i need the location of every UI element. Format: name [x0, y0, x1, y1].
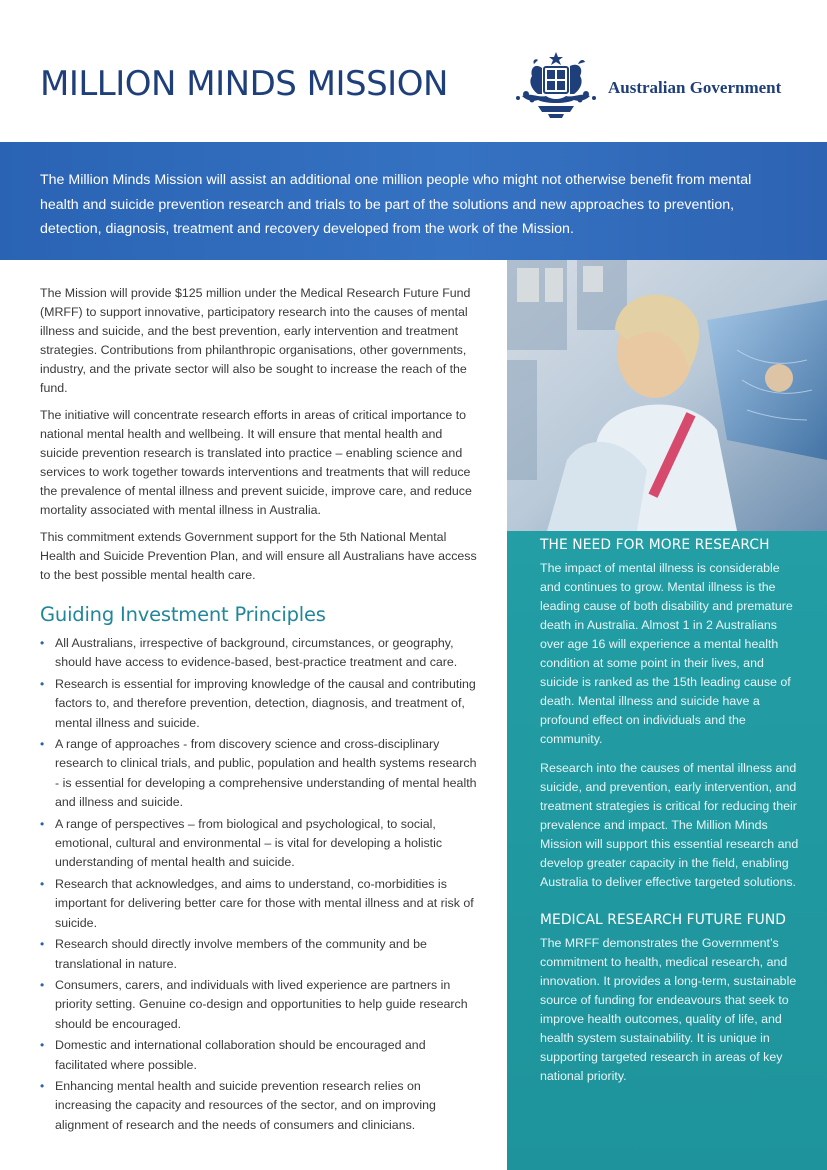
banner-text: The Million Minds Mission will assist an additional one million people who might not otherwise benefit from mental health and suicide prevention research and trials to be part of the solutions and new approaches to prevention, detection, diagnosis, treatment and recovery developed from the work of the Mission.	[40, 172, 752, 237]
need-heading: THE NEED FOR MORE RESEARCH	[540, 537, 770, 553]
bullet-icon: •	[40, 977, 45, 992]
list-item-text: Research should directly involve members of the community and be translational in nature.	[55, 937, 427, 971]
list-item-text: Research that acknowledges, and aims to understand, co-morbidities is important for delivering better care for those with mental illness and at risk of suicide.	[55, 876, 474, 930]
list-item	[40, 1036, 478, 1075]
bullet-icon: •	[40, 1038, 45, 1053]
list-item	[40, 1077, 478, 1135]
list-item	[40, 675, 478, 733]
document-title: MILLION MINDS MISSION	[40, 64, 448, 104]
coat-of-arms-icon	[508, 50, 604, 122]
bullet-icon: •	[40, 816, 45, 831]
main-column	[40, 284, 478, 1137]
list-item	[40, 815, 478, 873]
need-paragraph: Research into the causes of mental illness and suicide, and prevention, early intervention, and treatment strategies is critical for reducing their prevalence and impact. The Million Minds Mission will support this essential research and develop greater capacity in the field, enabling Australia to deliver effective targeted solutions.	[540, 761, 799, 889]
list-item	[40, 735, 478, 813]
principles-heading: Guiding Investment Principles	[40, 603, 326, 626]
australian-government-logo	[508, 50, 798, 122]
list-item	[40, 935, 478, 974]
spacer	[540, 902, 802, 912]
list-item	[40, 634, 478, 673]
mrff-paragraph: The MRFF demonstrates the Government’s commitment to health, medical research, and innovation. It provides a long-term, sustainable source of funding for endeavours that seek to improve health outcomes, quality of life, and health system sustainability. It is unique in supporting targeted research in areas of key national priority.	[540, 936, 797, 1083]
intro-paragraph: The Mission will provide $125 million under the Medical Research Future Fund (MRFF) to support innovative, participatory research into the causes of mental illness and suicide, and the best prevention, early intervention and treatment strategies. Contributions from philanthropic organisations, other governments, industry, and the private sector will also be sought to increase the reach of the fund.	[40, 286, 471, 395]
list-item-text: A range of approaches - from discovery science and cross-disciplinary research to clinical trials, and public, population and health systems research - is essential for developing a comprehensive understanding of mental health and illness and suicide.	[55, 737, 477, 810]
bullet-icon: •	[40, 636, 45, 650]
list-item-text: Enhancing mental health and suicide prevention research relies on increasing the capacity and resources of the sector, and on improving alignment of research and the needs of consumers and clinicians.	[55, 1078, 436, 1132]
bullet-icon: •	[40, 737, 45, 752]
government-name: Australian Government	[608, 78, 782, 97]
bullet-icon: •	[40, 676, 45, 691]
list-item-text: Domestic and international collaboration should be encouraged and facilitated where possible.	[55, 1038, 426, 1072]
research-photo	[507, 260, 827, 531]
sidebar-content	[540, 537, 802, 1096]
principles-list	[40, 634, 478, 1135]
bullet-icon: •	[40, 1078, 45, 1093]
need-paragraph: The impact of mental illness is considerable and continues to grow. Mental illness is the leading cause of both disability and premature death in Australia. Almost 1 in 2 Australians over age 16 will experience a mental health condition at some point in their lives, and suicide is ranked as the 15th leading cause of death. Mental illness and suicide have a profound effect on individuals and the community.	[540, 561, 793, 746]
sidebar-panel	[507, 531, 827, 1170]
intro-banner	[0, 142, 827, 260]
page-header	[0, 0, 827, 142]
researcher-image	[507, 260, 827, 531]
list-item-text: Research is essential for improving knowledge of the causal and contributing factors to, and therefore prevention, detection, diagnosis, and treatment of, mental illness and suicide.	[55, 676, 476, 730]
bullet-icon: •	[40, 876, 45, 891]
bullet-icon: •	[40, 937, 45, 952]
list-item-text: A range of perspectives – from biological and psychological, to social, emotional, cultural and environmental – is vital for developing a holistic understanding of mental health and suicide.	[55, 816, 443, 870]
mrff-heading: MEDICAL RESEARCH FUTURE FUND	[540, 912, 786, 928]
list-item	[40, 875, 478, 933]
intro-paragraph: This commitment extends Government support for the 5th National Mental Health and Suicide Prevention Plan, and will ensure all Australians have access to the best possible mental health care.	[40, 530, 477, 582]
list-item-text: Consumers, carers, and individuals with lived experience are partners in priority setting. Genuine co-design and opportunities to help guide research should be encouraged.	[55, 977, 468, 1031]
list-item-text: All Australians, irrespective of background, circumstances, or geography, should have access to evidence-based, best-practice treatment and care.	[55, 636, 458, 670]
list-item	[40, 976, 478, 1034]
intro-paragraph: The initiative will concentrate research efforts in areas of critical importance to national mental health and wellbeing. It will ensure that mental health and suicide prevention research is translated into practice – enabling science and services to work together towards interventions and treatments that will reduce the prevalence of mental illness and prevent suicide, improve care, and reduce mortality associated with mental illness in Australia.	[40, 408, 472, 517]
